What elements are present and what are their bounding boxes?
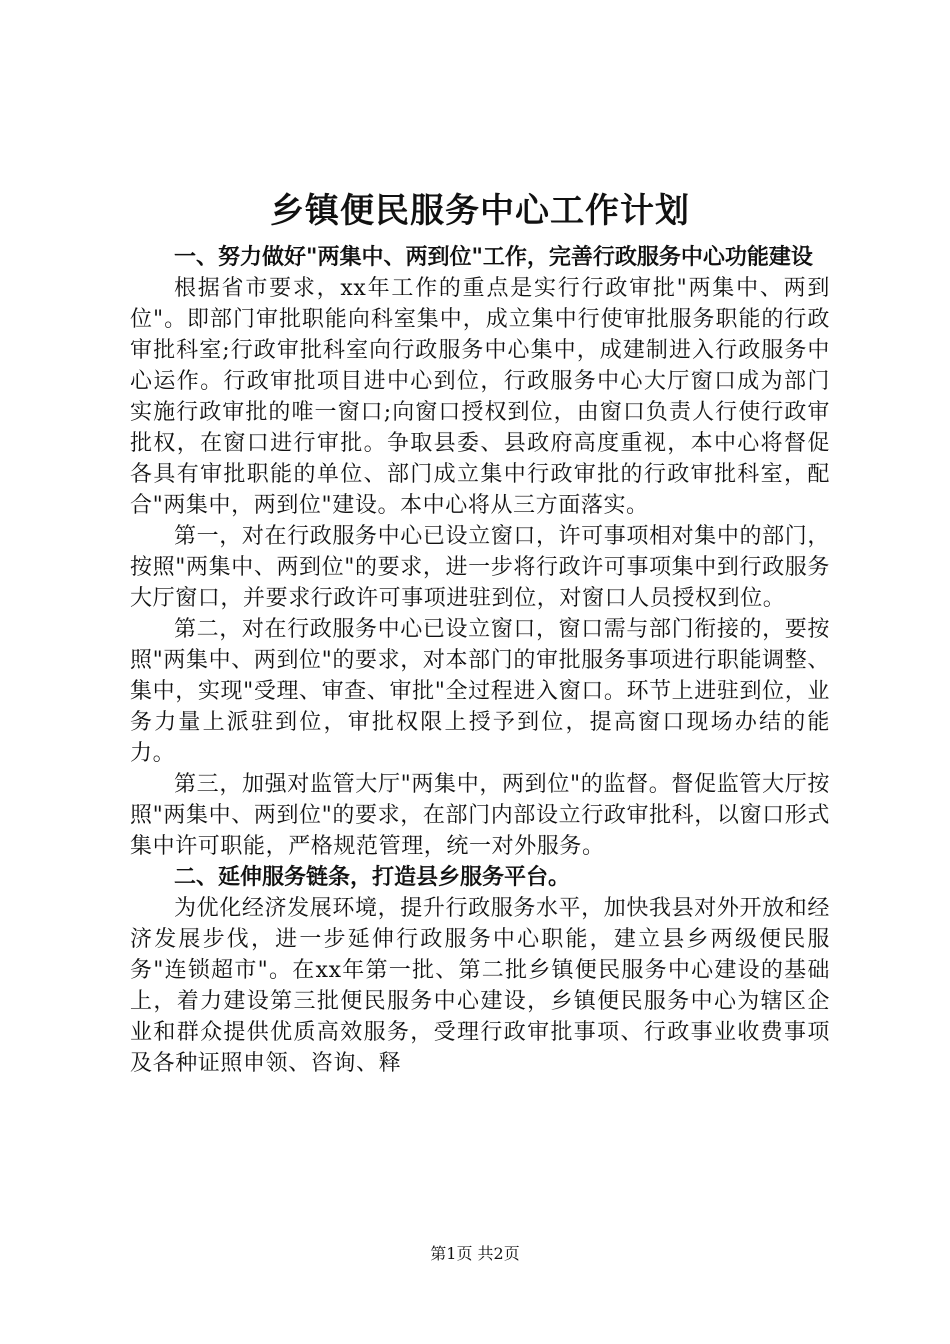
document-title: 乡镇便民服务中心工作计划 bbox=[270, 191, 690, 231]
paragraph: 根据省市要求，xx年工作的重点是实行行政审批"两集中、两到位"。即部门审批职能向科室集中，成立集中行使审批服务职能的行政审批科室;行政审批科室向行政服务中心集中，成建制进入行政服务中心运作。行政审批项目进中心到位，行政服务中心大厅窗口成为部门实施行政审批的唯一窗口;向窗口授权到位，由窗口负责人行使行政审批权，在窗口进行审批。争取县委、县政府高度重视，本中心将督促各具有审批职能的单位、部门成立集中行政审批的行政审批科室，配合"两集中，两到位"建设。本中心将从三方面落实。 bbox=[130, 276, 830, 518]
paragraph: 第三，加强对监管大厅"两集中，两到位"的监督。督促监管大厅按照"两集中、两到位"的要求，在部门内部设立行政审批科，以窗口形式集中许可职能，严格规范管理，统一对外服务。 bbox=[130, 772, 830, 859]
section-2 bbox=[130, 862, 830, 1079]
section-heading: 二、延伸服务链条，打造县乡服务平台。 bbox=[174, 865, 571, 890]
paragraph: 为优化经济发展环境，提升行政服务水平，加快我县对外开放和经济发展步伐，进一步延伸行政服务中心职能，建立县乡两级便民服务"连锁超市"。在xx年第一批、第二批乡镇便民服务中心建设的基础上，着力建设第三批便民服务中心建设，乡镇便民服务中心为辖区企业和群众提供优质高效服务，受理行政审批事项、行政事业收费事项及各种证照申领、咨询、释 bbox=[130, 896, 830, 1076]
paragraph: 第一，对在行政服务中心已设立窗口，许可事项相对集中的部门，按照"两集中、两到位"的要求，进一步将行政许可事项集中到行政服务大厅窗口，并要求行政许可事项进驻到位，对窗口人员授权到位。 bbox=[130, 524, 830, 611]
page-footer: 第1页 共2页 bbox=[430, 1244, 520, 1263]
section-heading: 一、努力做好"两集中、两到位"工作，完善行政服务中心功能建设 bbox=[174, 245, 813, 270]
section-1 bbox=[130, 242, 830, 862]
document-page bbox=[130, 186, 830, 1079]
paragraph: 第二，对在行政服务中心已设立窗口，窗口需与部门衔接的，要按照"两集中、两到位"的要求，对本部门的审批服务事项进行职能调整、集中，实现"受理、审查、审批"全过程进入窗口。环节上进驻到位，业务力量上派驻到位，审批权限上授予到位，提高窗口现场办结的能力。 bbox=[130, 617, 830, 766]
